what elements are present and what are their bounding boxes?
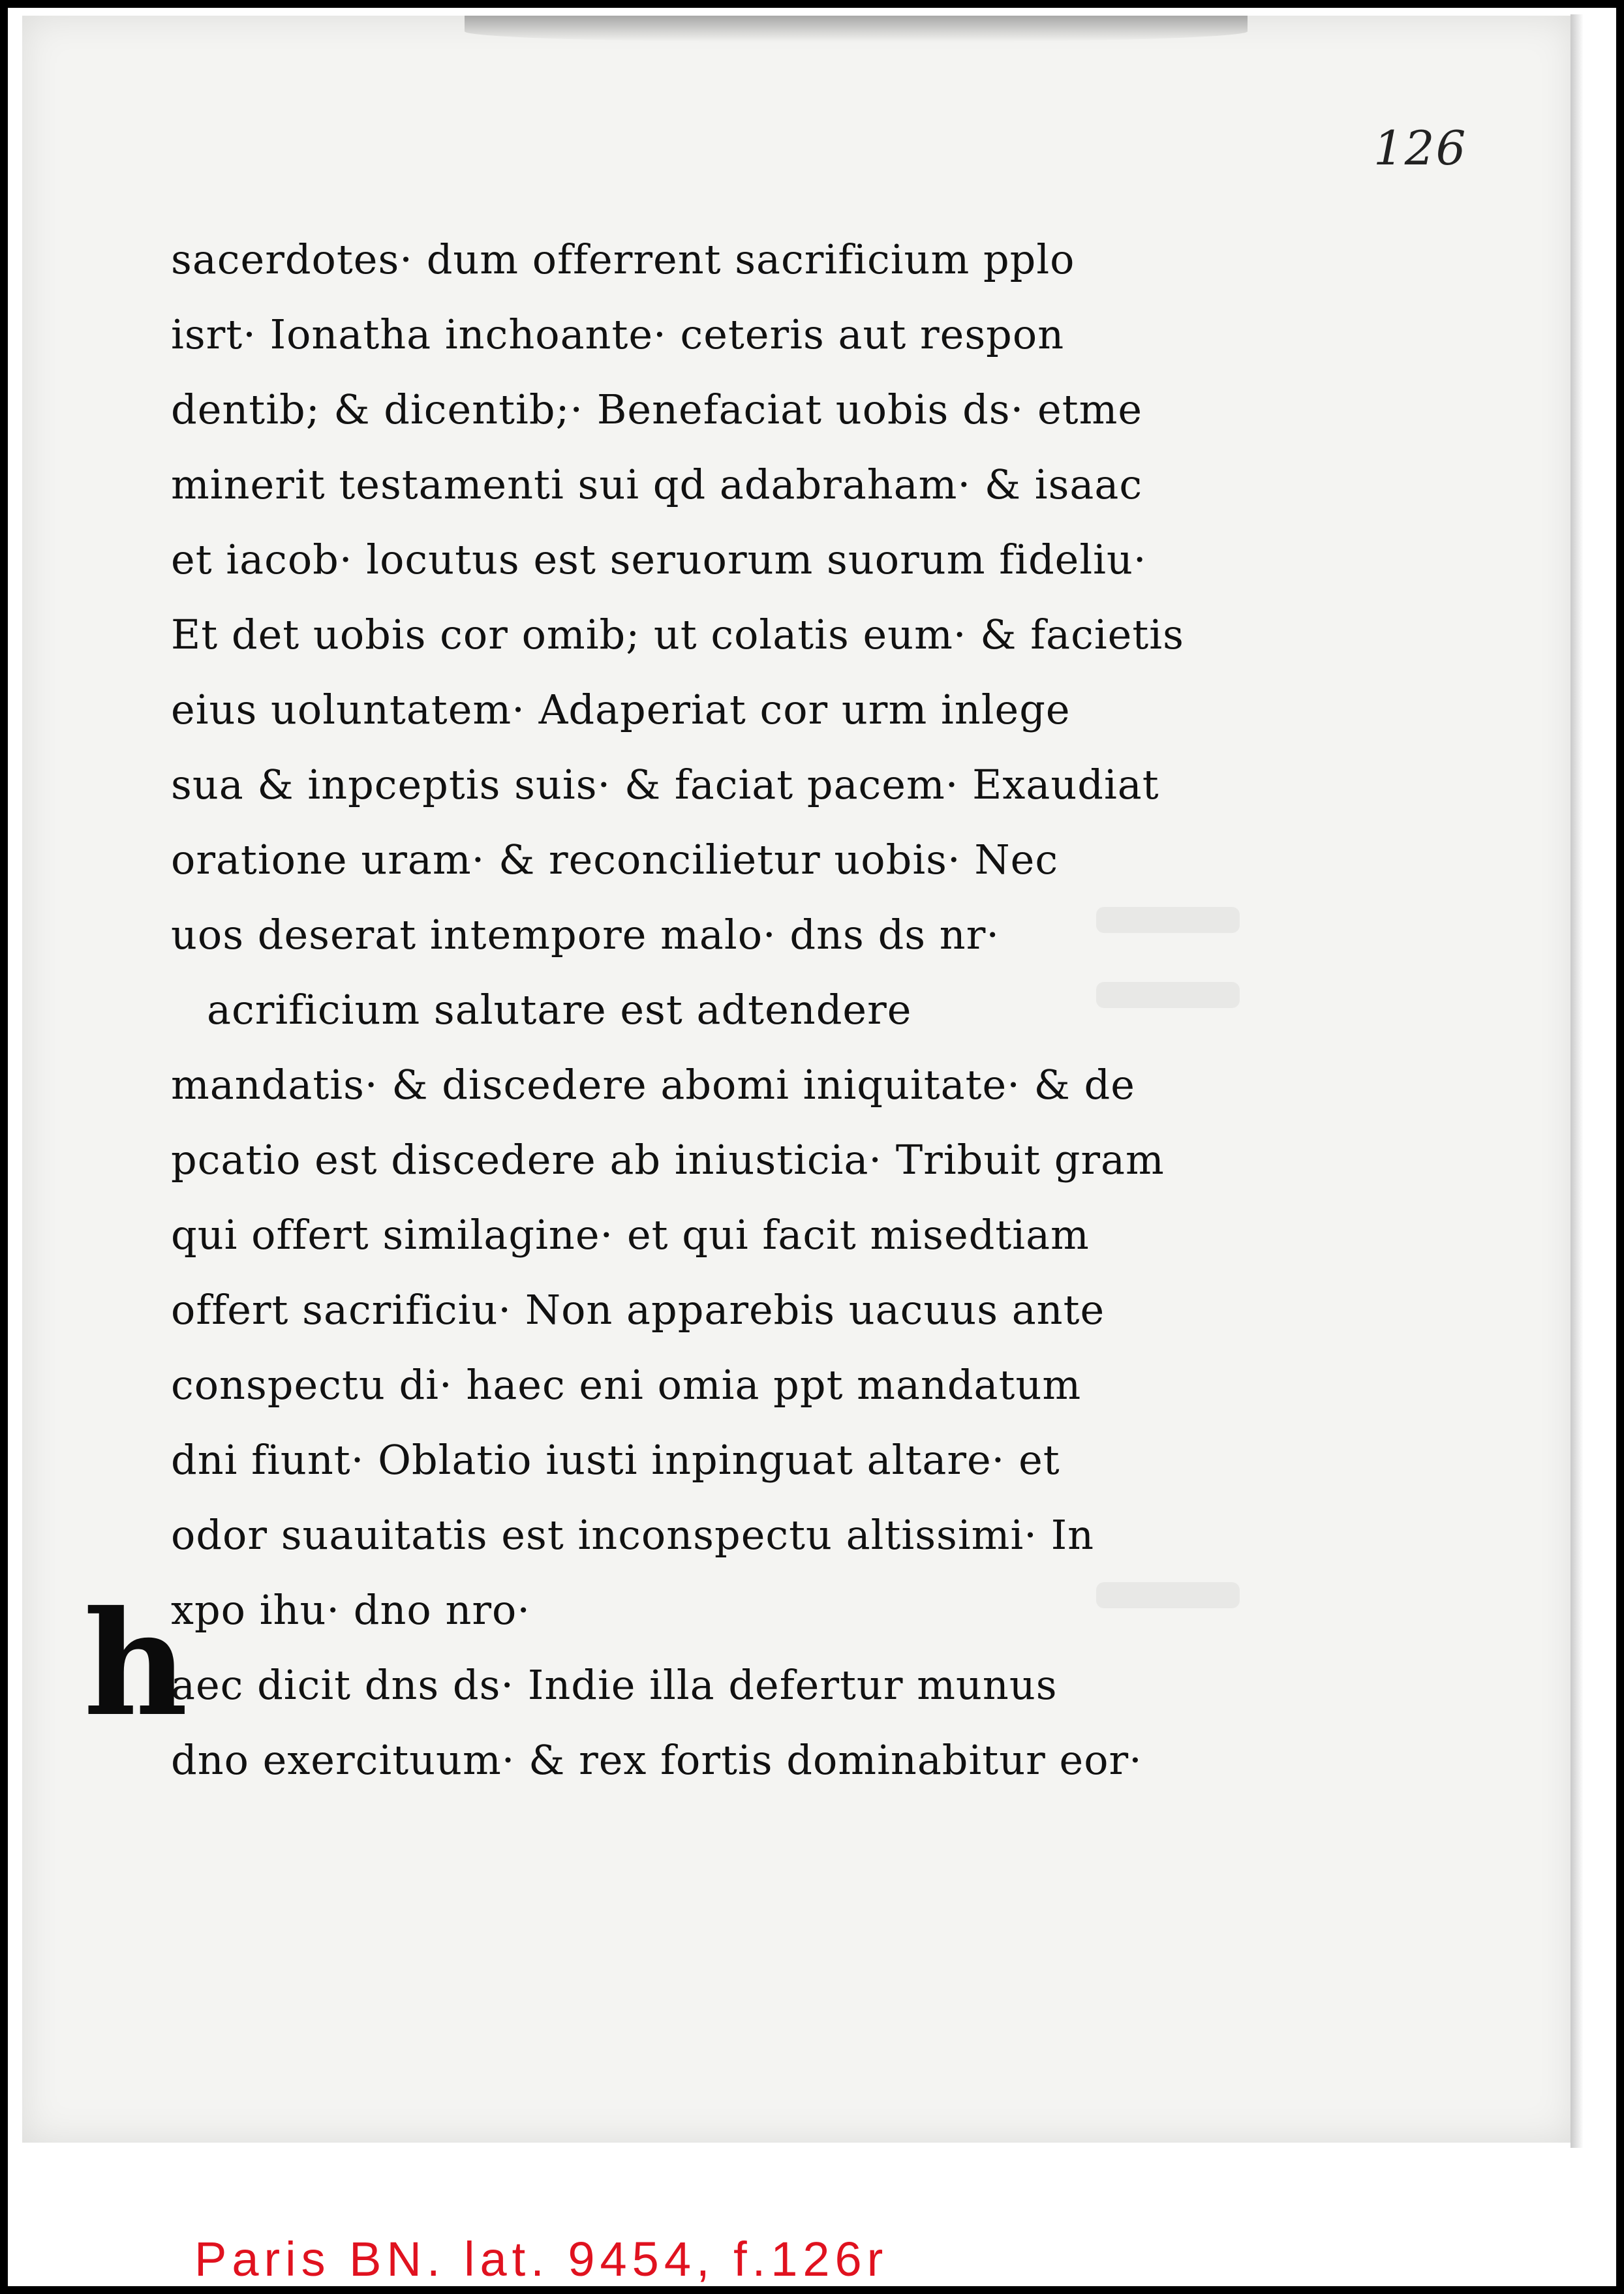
decorated-initial: h [84, 1579, 188, 1748]
text-line: sacerdotes· dum offerrent sacrificium pplo [171, 236, 1075, 283]
text-line: qui offert similagine· et qui facit misedtiam [171, 1211, 1090, 1259]
text-line: eius uoluntatem· Adaperiat cor urm inlege [171, 686, 1071, 733]
text-line: Et det uobis cor omib; ut colatis eum· & facietis [171, 611, 1184, 658]
text-line: oratione uram· & reconcilietur uobis· Nec [171, 836, 1059, 883]
text-line: et iacob· locutus est seruorum suorum fideliu· [171, 536, 1147, 583]
text-line: pcatio est discedere ab iniusticia· Tribuit gram [171, 1136, 1165, 1184]
text-line: acrificium salutare est adtendere [207, 986, 912, 1033]
text-line: conspectu di· haec eni omia ppt mandatum [171, 1361, 1082, 1409]
text-line: dno exercituum· & rex fortis dominabitur eor· [171, 1736, 1142, 1784]
text-line: offert sacrificiu· Non apparebis uacuus ante [171, 1286, 1105, 1334]
folio-number: 126 [1373, 121, 1467, 176]
text-line: dni fiunt· Oblatio iusti inpinguat altare· et [171, 1436, 1060, 1484]
text-line: minerit testamenti sui qd adabraham· & isaac [171, 461, 1143, 508]
text-line: odor suauitatis est inconspectu altissimi· In [171, 1511, 1095, 1559]
text-line: mandatis· & discedere abomi iniquitate· & de [171, 1061, 1135, 1109]
shelfmark-label: Paris BN. lat. 9454, f.126r [194, 2232, 889, 2286]
text-line: aec dicit dns ds· Indie illa defertur munus [171, 1661, 1058, 1709]
folio-edge-shadow [1570, 14, 1584, 2148]
manuscript-text [171, 222, 1228, 1797]
text-line: uos deserat intempore malo· dns ds nr· [171, 911, 1000, 958]
text-line: isrt· Ionatha inchoante· ceteris aut respon [171, 311, 1065, 358]
text-line: sua & inpceptis suis· & faciat pacem· Exaudiat [171, 761, 1159, 808]
text-line: xpo ihu· dno nro· [171, 1586, 531, 1634]
top-edge-stain [465, 16, 1248, 42]
text-line: dentib; & dicentib;· Benefaciat uobis ds· etme [171, 386, 1143, 433]
